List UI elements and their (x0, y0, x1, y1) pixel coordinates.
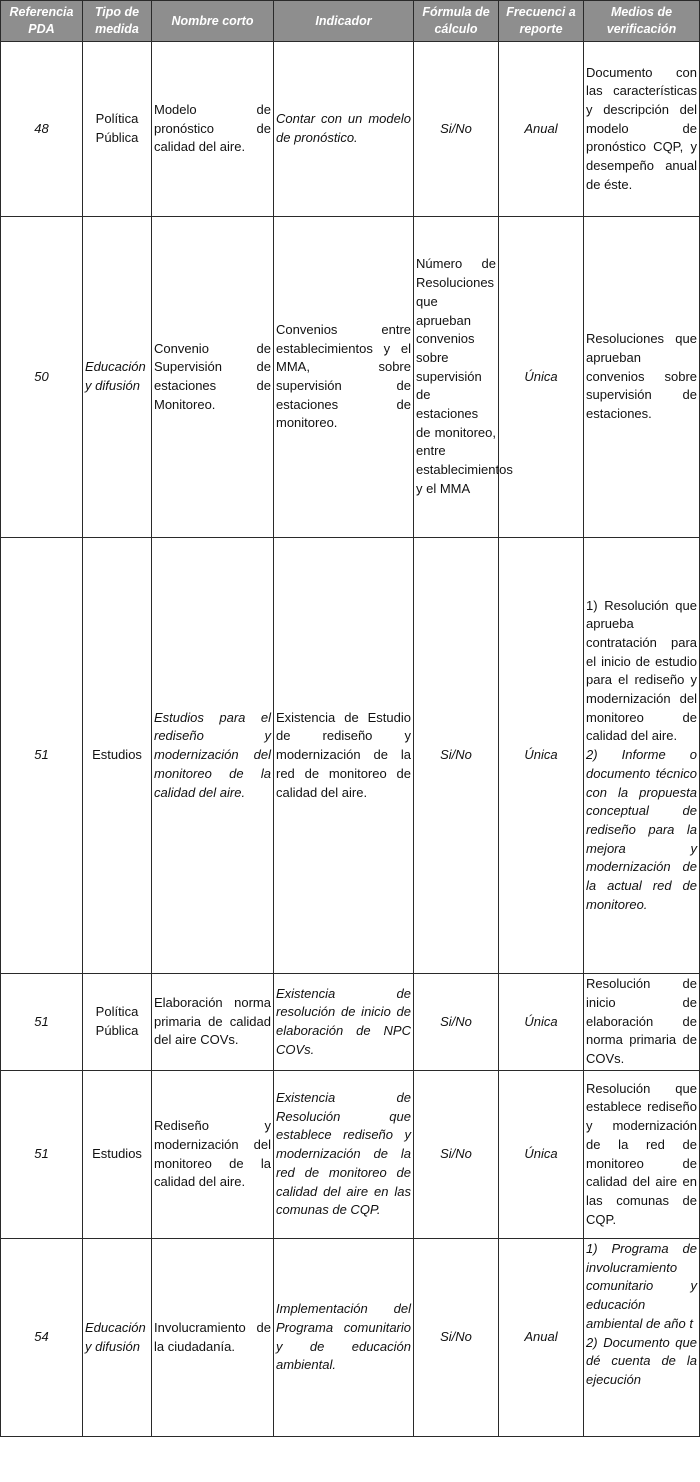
table-row (1, 42, 700, 217)
cell-medios (584, 1239, 700, 1437)
medios-item-2: 2) Informe o documento técnico con la propuesta conceptual de rediseño para la mejora y modernización de la actual red de monitoreo. (586, 747, 697, 912)
header-tipo: Tipo de medida (83, 1, 152, 42)
table-row (1, 217, 700, 538)
cell-formula: Número de Resoluciones que aprueban convenios sobre supervisión de estaciones de monitoreo, entre establecimientos y el MMA (414, 217, 499, 538)
cell-frecuencia: Anual (499, 1239, 584, 1437)
cell-formula: Si/No (414, 1239, 499, 1437)
cell-indicador: Existencia de Resolución que establece rediseño y modernización de la red de monitoreo de calidad del aire en las comunas de CQP. (274, 1071, 414, 1239)
cell-tipo: Educación y difusión (83, 217, 152, 538)
header-referencia: Referencia PDA (1, 1, 83, 42)
cell-indicador: Contar con un modelo de pronóstico. (274, 42, 414, 217)
cell-formula: Si/No (414, 42, 499, 217)
cell-formula: Si/No (414, 974, 499, 1071)
table-row (1, 1239, 700, 1437)
cell-referencia: 51 (1, 1071, 83, 1239)
table-row (1, 1071, 700, 1239)
table-body (1, 42, 700, 1437)
cell-nombre: Estudios para el rediseño y modernización del monitoreo de la calidad del aire. (152, 538, 274, 974)
cell-medios: Documento con las características y descripción del modelo de pronóstico CQP, y desempeño anual de éste. (584, 42, 700, 217)
cell-referencia: 51 (1, 974, 83, 1071)
cell-indicador: Convenios entre establecimientos y el MMA, sobre supervisión de estaciones de monitoreo. (274, 217, 414, 538)
cell-frecuencia: Única (499, 217, 584, 538)
cell-frecuencia: Única (499, 1071, 584, 1239)
header-row (1, 1, 700, 42)
cell-nombre: Rediseño y modernización del monitoreo de la calidad del aire. (152, 1071, 274, 1239)
cell-tipo: Educación y difusión (83, 1239, 152, 1437)
cell-frecuencia: Única (499, 974, 584, 1071)
header-frecuencia: Frecuenci a reporte (499, 1, 584, 42)
medios-item-1: 1) Resolución que aprueba contratación para el inicio de estudio para el rediseño y modernización del monitoreo de calidad del aire. (586, 597, 697, 744)
cell-medios (584, 538, 700, 974)
cell-tipo: Estudios (83, 1071, 152, 1239)
cell-referencia: 51 (1, 538, 83, 974)
cell-indicador: Existencia de Estudio de rediseño y modernización de la red de monitoreo de calidad del aire. (274, 538, 414, 974)
cell-indicador: Existencia de resolución de inicio de elaboración de NPC COVs. (274, 974, 414, 1071)
cell-referencia: 50 (1, 217, 83, 538)
header-nombre: Nombre corto (152, 1, 274, 42)
cell-tipo: Política Pública (83, 974, 152, 1071)
table-header (1, 1, 700, 42)
header-formula: Fórmula de cálculo (414, 1, 499, 42)
medios-item-2: 2) Documento que dé cuenta de la ejecución (586, 1334, 697, 1387)
cell-indicador: Implementación del Programa comunitario y de educación ambiental. (274, 1239, 414, 1437)
cell-referencia: 48 (1, 42, 83, 217)
cell-referencia: 54 (1, 1239, 83, 1437)
table-row (1, 538, 700, 974)
cell-frecuencia: Anual (499, 42, 584, 217)
cell-formula: Si/No (414, 1071, 499, 1239)
cell-tipo: Política Pública (83, 42, 152, 217)
cell-nombre: Involucramiento de la ciudadanía. (152, 1239, 274, 1437)
cell-medios: Resolución que establece rediseño y modernización de la red de monitoreo de calidad del aire en las comunas de CQP. (584, 1071, 700, 1239)
header-medios: Medios de verificación (584, 1, 700, 42)
medios-item-1: 1) Programa de involucramiento comunitario y educación ambiental de año t (586, 1241, 697, 1331)
header-indicador: Indicador (274, 1, 414, 42)
cell-medios: Resoluciones que aprueban convenios sobre supervisión de estaciones. (584, 217, 700, 538)
cell-frecuencia: Única (499, 538, 584, 974)
cell-tipo: Estudios (83, 538, 152, 974)
cell-nombre: Modelo de pronóstico de calidad del aire. (152, 42, 274, 217)
table-row (1, 974, 700, 1071)
cell-medios: Resolución de inicio de elaboración de norma primaria de COVs. (584, 974, 700, 1071)
cell-nombre: Convenio de Supervisión de estaciones de Monitoreo. (152, 217, 274, 538)
cell-formula: Si/No (414, 538, 499, 974)
cell-nombre: Elaboración norma primaria de calidad del aire COVs. (152, 974, 274, 1071)
